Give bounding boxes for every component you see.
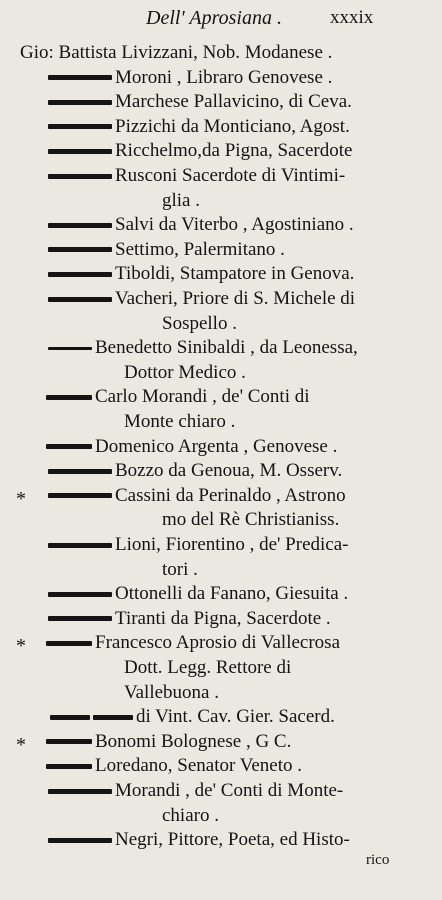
- list-item: [48, 286, 355, 312]
- catchword: rico: [366, 852, 390, 868]
- list-item: [48, 261, 354, 287]
- list-item: [48, 65, 332, 91]
- list-item: [124, 360, 246, 386]
- entry-text: Francesco Aprosio di Vallecrosa: [95, 632, 341, 654]
- entry-text: Sospello .: [162, 312, 237, 334]
- ditto-rule: [46, 739, 92, 744]
- list-item: [124, 409, 235, 435]
- list-item: [46, 384, 310, 410]
- entry-text: Domenico Argenta , Genovese .: [95, 435, 338, 457]
- entry-text: Bonomi Bolognese , G C.: [95, 730, 292, 752]
- ditto-rule: [50, 715, 90, 720]
- list-item: [48, 163, 345, 189]
- list-item: [48, 212, 354, 238]
- ditto-rule: [48, 223, 112, 228]
- entry-text: Vallebuona .: [124, 681, 219, 703]
- list-item: [20, 40, 332, 66]
- ditto-rule: [48, 124, 112, 129]
- list-item: [48, 138, 352, 164]
- ditto-rule: [48, 347, 92, 350]
- entry-text: Carlo Morandi , de' Conti di: [95, 386, 310, 408]
- list-item: [46, 630, 340, 656]
- ditto-rule: [46, 764, 92, 769]
- entry-text: Ricchelmo,da Pigna, Sacerdote: [115, 140, 353, 162]
- ditto-rule: [48, 75, 112, 80]
- page-number: xxxix: [330, 7, 374, 28]
- list-item: [48, 458, 342, 484]
- ditto-rule: [48, 272, 112, 277]
- running-title: Dell' Aprosiana .: [146, 7, 282, 29]
- entry-text: Tiranti da Pigna, Sacerdote .: [115, 607, 331, 629]
- entry-text: Vacheri, Priore di S. Michele di: [115, 288, 356, 309]
- entry-text: Loredano, Senator Veneto .: [95, 755, 303, 777]
- ditto-rule: [48, 838, 112, 843]
- list-item: [48, 827, 350, 853]
- entry-text: glia .: [162, 189, 200, 211]
- ditto-rule: [48, 469, 112, 474]
- list-item: [124, 655, 291, 681]
- list-item: [162, 311, 237, 337]
- entry-text: Lioni, Fiorentino , de' Predica-: [115, 534, 349, 555]
- entry-text: Salvi da Viterbo , Agostiniano .: [115, 214, 354, 236]
- ditto-rule: [48, 174, 112, 179]
- entry-text: mo del Rè Christianiss.: [162, 509, 340, 531]
- ditto-rule: [48, 100, 112, 105]
- list-item: [46, 729, 291, 755]
- asterisk-marker: *: [16, 635, 26, 658]
- ditto-rule: [48, 297, 112, 302]
- ditto-rule: [48, 616, 112, 621]
- list-item: [48, 237, 285, 263]
- list-item: [48, 483, 346, 509]
- list-item: [162, 507, 339, 533]
- entry-text: di Vint. Cav. Gier. Sacerd.: [136, 706, 335, 728]
- list-item: [48, 114, 350, 140]
- list-item: [162, 188, 200, 214]
- entry-text: Ottonelli da Fanano, Giesuita .: [115, 583, 349, 605]
- list-item: [48, 89, 352, 115]
- list-item: [48, 532, 348, 558]
- asterisk-marker: *: [16, 733, 26, 756]
- entry-text: Pizzichi da Monticiano, Agost.: [115, 115, 350, 137]
- ditto-rule: [46, 395, 92, 400]
- list-item: [50, 704, 335, 730]
- entry-text: tori .: [162, 558, 198, 580]
- entry-text: Gio: Battista Livizzani, Nob. Modanese .: [20, 42, 333, 63]
- ditto-rule: [46, 641, 92, 646]
- entry-text: Morandi , de' Conti di Monte-: [115, 780, 344, 801]
- list-item: [46, 753, 302, 779]
- list-item: [48, 581, 348, 607]
- list-item: [124, 680, 219, 706]
- entry-text: chiaro .: [162, 804, 219, 826]
- entry-text: Dottor Medico .: [124, 361, 246, 383]
- entry-text: Benedetto Sinibaldi , da Leonessa,: [95, 337, 358, 359]
- entry-text: Cassini da Perinaldo , Astrono: [115, 484, 346, 506]
- ditto-rule: [48, 543, 112, 548]
- entry-text: Marchese Pallavicino, di Ceva.: [115, 91, 352, 113]
- list-item: [46, 434, 337, 460]
- entry-text: Rusconi Sacerdote di Vintimi-: [115, 165, 346, 186]
- entry-text: Monte chiaro .: [124, 411, 236, 432]
- entry-text: Negri, Pittore, Poeta, ed Histo-: [115, 829, 350, 851]
- list-item: [48, 335, 358, 361]
- ditto-rule: [93, 715, 133, 720]
- ditto-rule: [46, 444, 92, 449]
- asterisk-marker: *: [16, 487, 26, 510]
- ditto-rule: [48, 493, 112, 498]
- list-item: [162, 803, 219, 829]
- entry-text: Settimo, Palermitano .: [115, 238, 285, 260]
- ditto-rule: [48, 592, 112, 597]
- entry-text: Dott. Legg. Rettore di: [124, 657, 292, 678]
- list-item: [48, 606, 331, 632]
- ditto-rule: [48, 247, 112, 252]
- entry-text: Bozzo da Genoua, M. Osserv.: [115, 460, 343, 482]
- ditto-rule: [48, 149, 112, 154]
- list-item: [162, 557, 198, 583]
- entry-text: Tiboldi, Stampatore in Genova.: [115, 263, 355, 285]
- list-item: [48, 778, 343, 804]
- entry-text: Moroni , Libraro Genovese .: [115, 66, 333, 88]
- ditto-rule: [48, 789, 112, 794]
